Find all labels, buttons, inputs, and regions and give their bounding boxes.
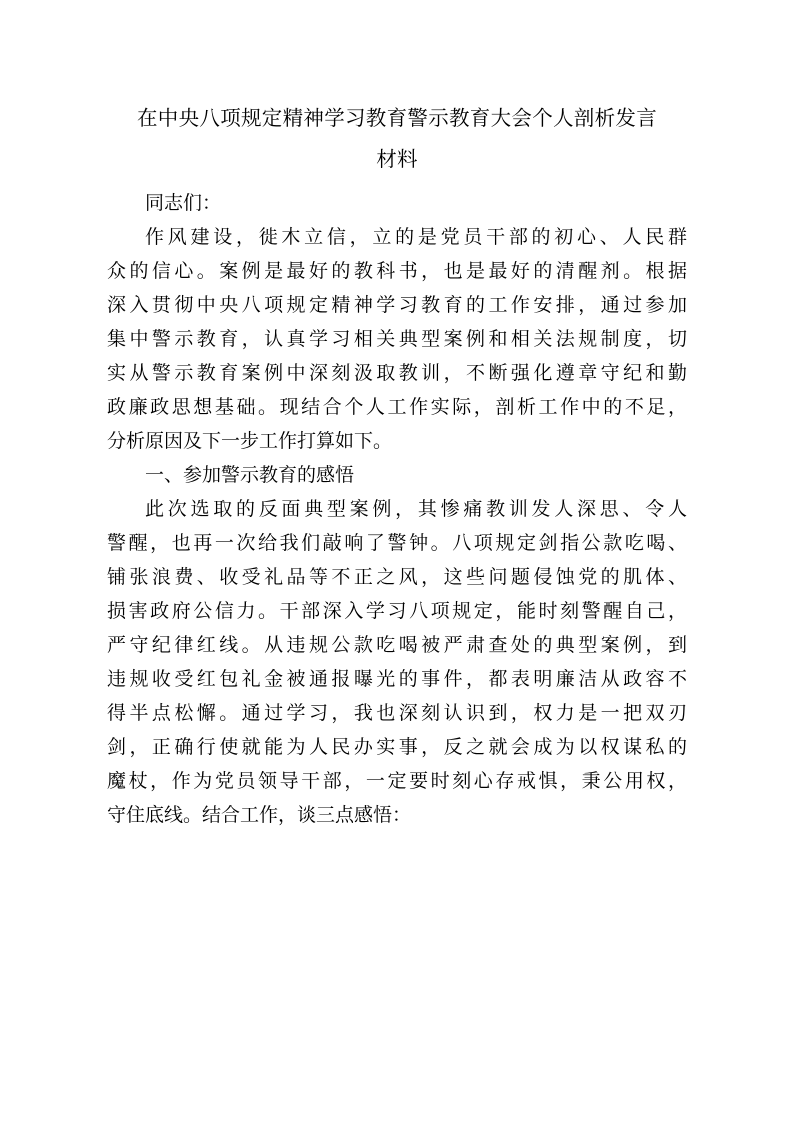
paragraph-line: 政廉政思想基础。现结合个人工作实际，剖析工作中的不足， bbox=[107, 396, 687, 418]
paragraph-intro bbox=[107, 220, 687, 458]
paragraph-line: 魔杖，作为党员领导干部，一定要时刻心存戒惧，秉公用权， bbox=[107, 770, 687, 792]
paragraph-line: 实从警示教育案例中深刻汲取教训，不断强化遵章守纪和勤 bbox=[107, 362, 687, 384]
paragraph-line: 警醒，也再一次给我们敲响了警钟。八项规定剑指公款吃喝、 bbox=[107, 532, 687, 554]
document-title bbox=[107, 98, 687, 180]
paragraph-line: 剑，正确行使就能为人民办实事，反之就会成为以权谋私的 bbox=[107, 736, 687, 758]
document-body bbox=[107, 186, 687, 832]
paragraph-line: 集中警示教育，认真学习相关典型案例和相关法规制度，切 bbox=[107, 328, 687, 350]
title-line-2: 材料 bbox=[376, 147, 418, 171]
paragraph-line: 严守纪律红线。从违规公款吃喝被严肃查处的典型案例，到 bbox=[107, 634, 687, 656]
paragraph-line: 守住底线。结合工作，谈三点感悟： bbox=[107, 804, 412, 826]
title-line-1: 在中央八项规定精神学习教育警示教育大会个人剖析发言 bbox=[137, 106, 657, 130]
paragraph-line: 众的信心。案例是最好的教科书，也是最好的清醒剂。根据 bbox=[107, 260, 687, 282]
paragraph-line: 深入贯彻中央八项规定精神学习教育的工作安排，通过参加 bbox=[107, 294, 687, 316]
document-content bbox=[107, 98, 687, 832]
paragraph-line: 作风建设，徙木立信，立的是党员干部的初心、人民群 bbox=[145, 226, 687, 248]
paragraph-line: 分析原因及下一步工作打算如下。 bbox=[107, 430, 393, 452]
paragraph-line: 损害政府公信力。干部深入学习八项规定，能时刻警醒自己， bbox=[107, 600, 687, 622]
section-heading-1: 一、参加警示教育的感悟 bbox=[145, 464, 355, 486]
paragraph-reflection bbox=[107, 492, 687, 832]
paragraph-line: 此次选取的反面典型案例，其惨痛教训发人深思、令人 bbox=[145, 498, 687, 520]
paragraph-line: 违规收受红包礼金被通报曝光的事件，都表明廉洁从政容不 bbox=[107, 668, 687, 690]
salutation: 同志们： bbox=[145, 192, 222, 214]
paragraph-line: 铺张浪费、收受礼品等不正之风，这些问题侵蚀党的肌体、 bbox=[107, 566, 687, 588]
paragraph-line: 得半点松懈。通过学习，我也深刻认识到，权力是一把双刃 bbox=[107, 702, 687, 724]
